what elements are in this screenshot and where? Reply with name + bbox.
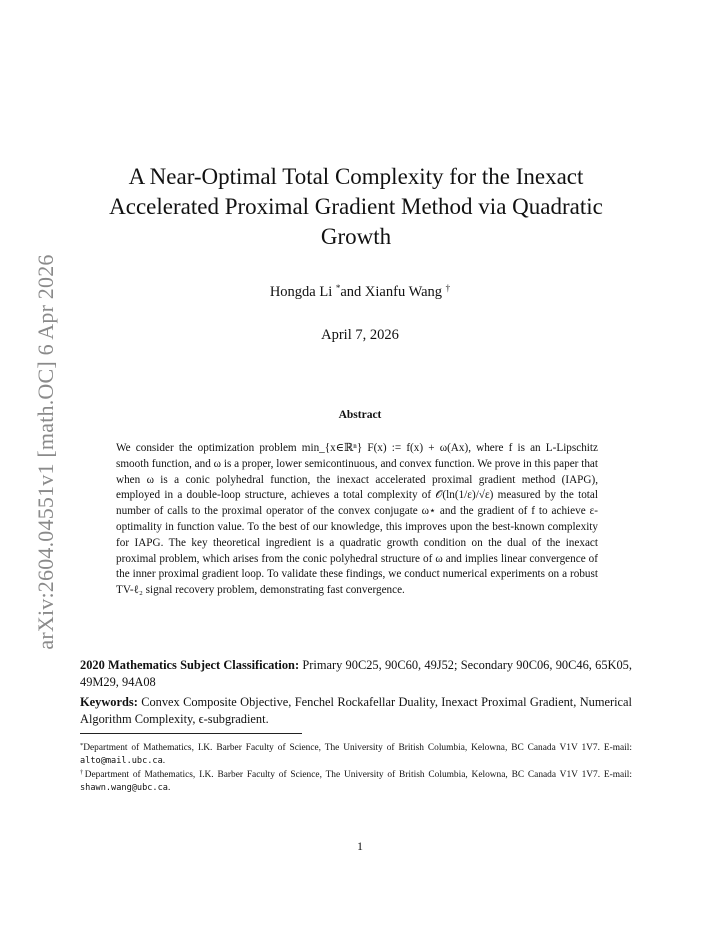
keywords-text: Convex Composite Objective, Fenchel Rockafellar Duality, Inexact Proximal Gradient, Numerical Algorithm Complexity, ϵ-subgradient. xyxy=(80,695,632,726)
page-number: 1 xyxy=(357,839,363,853)
keywords xyxy=(80,694,632,727)
footnote-end: . xyxy=(162,756,166,767)
footnote-text: Department of Mathematics, I.K. Barber Faculty of Science, The University of British Columbia, Kelowna, BC Canada V1V 1V7. E-mail: xyxy=(84,770,633,780)
paper-date: April 7, 2026 xyxy=(321,327,399,343)
footnote-mark: * xyxy=(80,742,84,749)
footnote-text: Department of Mathematics, I.K. Barber Faculty of Science, The University of British Columbia, Kelowna, BC Canada V1V 1V7. E-mail: xyxy=(83,743,632,753)
author-line xyxy=(0,283,720,301)
author-name: Hongda Li xyxy=(269,284,333,300)
footnote xyxy=(80,766,632,795)
footnote-mark: † xyxy=(80,769,85,776)
footnote-mark[interactable]: † xyxy=(445,283,451,293)
paper-title: A Near-Optimal Total Complexity for the Inexact Accelerated Proximal Gradient Method via Quadratic Growth xyxy=(109,164,603,249)
footnote-rule xyxy=(80,733,302,734)
abstract-heading: Abstract xyxy=(338,409,382,421)
footnote-end: . xyxy=(167,783,171,794)
footnote-mark[interactable]: * xyxy=(335,283,341,293)
abstract-body: We consider the optimization problem min_{x∈ℝⁿ} F(x) := f(x) + ω(Ax), where f is an L-Lipschitz smooth function, and ω is a proper, lower semicontinuous, and convex function. We prove in this paper that when ω is a conic polyhedral function, the inexact accelerated proximal gradient method (IAPG), employed in a double-loop structure, achieves a total complexity of 𝒪(ln(1/ε)/√ε) measured by the total number of calls to the proximal operator of the convex conjugate ω⋆ and the gradient of f to achieve ε-optimality in function value. To the best of our knowledge, this improves upon the best-known complexity for IAPG. The key theoretical ingredient is a quadratic growth condition on the dual of the inexact proximal problem, which arises from the conic polyhedral structure of ω and implies linear convergence of the inner proximal gradient loop. To validate these findings, we conduct numerical experiments on a robust TV-ℓ₂ signal recovery problem, demonstrating fast convergence. xyxy=(116,442,598,597)
keywords-label: Keywords: xyxy=(80,695,138,709)
email-link[interactable]: alto@mail.ubc.ca xyxy=(80,756,163,767)
msc-codes: Primary 90C25, 90C60, 49J52; Secondary 90C06, 90C46, 65K05, 49M29, 94A08 xyxy=(80,658,632,689)
footnote xyxy=(80,739,632,768)
arxiv-stamp: arXiv:2604.04551v1 [math.OC] 6 Apr 2026 xyxy=(33,254,58,650)
msc-label: 2020 Mathematics Subject Classification: xyxy=(80,658,300,672)
author-name: and Xianfu Wang xyxy=(340,284,443,300)
email-link[interactable]: shawn.wang@ubc.ca xyxy=(80,783,168,794)
msc-classification xyxy=(80,657,632,690)
